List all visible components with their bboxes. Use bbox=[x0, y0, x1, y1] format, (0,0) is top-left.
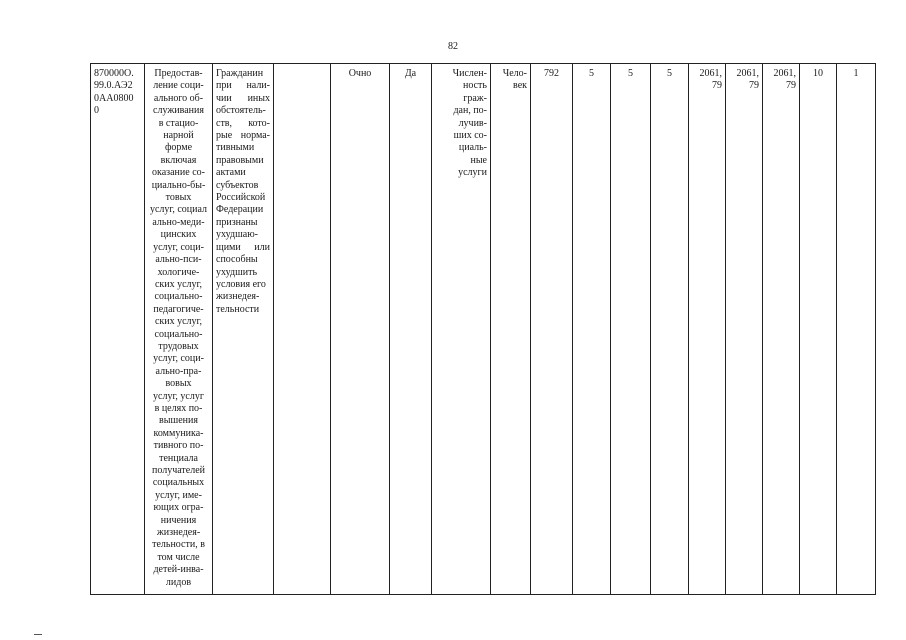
text-line: правовыми bbox=[216, 154, 264, 166]
text-line: ухудшаю- bbox=[216, 229, 259, 241]
text-line: признаны bbox=[216, 216, 258, 228]
cell-empty bbox=[274, 64, 331, 595]
text-line: 79 bbox=[712, 80, 722, 92]
scan-mark bbox=[34, 634, 42, 635]
text-line: услуги bbox=[458, 167, 487, 179]
text-line: тивного по- bbox=[153, 440, 204, 452]
cell-flag: Да bbox=[390, 64, 432, 595]
text-line: обстоятель- bbox=[216, 105, 266, 117]
text-line: Числен- bbox=[452, 68, 487, 79]
text-line: тивными bbox=[216, 142, 255, 154]
text-line: ально-пси- bbox=[155, 254, 202, 266]
text-line: ских услуг, bbox=[154, 316, 203, 328]
code-line: 0 bbox=[94, 105, 99, 117]
page-number: 82 bbox=[448, 41, 458, 52]
text-line: циаль- bbox=[458, 142, 487, 154]
cell-okei-code: 792 bbox=[531, 64, 573, 595]
text-line: ших со- bbox=[453, 130, 487, 142]
text-line: тельности, в bbox=[152, 539, 205, 551]
text-line: услуг, соци- bbox=[153, 353, 204, 365]
cell-service-description bbox=[145, 64, 213, 595]
text-line: условия его bbox=[216, 278, 266, 290]
text-line: услуг, социал bbox=[149, 204, 208, 216]
cell-price-1 bbox=[689, 64, 726, 595]
text-line: ских услуг, bbox=[154, 278, 203, 290]
text-line: хологиче- bbox=[157, 266, 200, 278]
text-line: товых bbox=[165, 192, 192, 204]
text-line: Гражданин при нали- bbox=[216, 68, 270, 92]
text-line: Федерации bbox=[216, 204, 264, 216]
text-line: лидов bbox=[165, 576, 192, 588]
text-line: ничения bbox=[160, 514, 197, 526]
text-line: форме bbox=[164, 142, 193, 154]
cell-value-3: 5 bbox=[651, 64, 689, 595]
text-line: ухудшить bbox=[216, 266, 258, 278]
text-line: чии иных bbox=[216, 92, 270, 104]
cell-deviation-absolute: 1 bbox=[837, 64, 876, 595]
text-line: актами bbox=[216, 167, 246, 179]
text-line: циально-бы- bbox=[151, 179, 206, 191]
text-line: Чело- bbox=[502, 68, 527, 79]
text-line: услуг, соци- bbox=[153, 241, 204, 253]
service-table bbox=[90, 63, 876, 595]
text-line: ального об- bbox=[153, 92, 204, 104]
text-line: тельности bbox=[216, 303, 260, 315]
text-line: граж- bbox=[463, 92, 487, 104]
cell-value-1: 5 bbox=[573, 64, 611, 595]
text-line: щими или bbox=[216, 241, 270, 253]
text-line: социальных bbox=[152, 477, 205, 489]
text-line: ющих огра- bbox=[153, 502, 204, 514]
text-line: ально-меди- bbox=[152, 216, 205, 228]
text-line: тенциала bbox=[159, 452, 198, 464]
text-line: служивания bbox=[153, 105, 204, 117]
code-line: 870000О. bbox=[94, 68, 134, 79]
text-line: 2061, bbox=[699, 68, 722, 79]
cell-unit bbox=[491, 64, 531, 595]
text-line: вовых bbox=[165, 378, 192, 390]
text-line: Российской bbox=[216, 192, 266, 204]
cell-recipient-category bbox=[213, 64, 274, 595]
text-line: цинских bbox=[160, 229, 197, 241]
table-row bbox=[91, 64, 876, 595]
cell-price-2 bbox=[726, 64, 763, 595]
cell-indicator-name bbox=[432, 64, 491, 595]
text-line: век bbox=[513, 80, 527, 92]
text-line: вышения bbox=[159, 415, 198, 427]
text-line: детей-инва- bbox=[153, 564, 204, 576]
text-line: ность bbox=[463, 80, 487, 92]
cell-deviation-percent: 10 bbox=[800, 64, 837, 595]
text-line: 2061, bbox=[736, 68, 759, 79]
cell-price-3 bbox=[763, 64, 800, 595]
text-line: дан, по- bbox=[453, 105, 487, 117]
text-line: лучив- bbox=[458, 117, 487, 129]
text-line: включая bbox=[160, 154, 197, 166]
text-line: Предостав- bbox=[154, 68, 203, 79]
text-line: способны bbox=[216, 254, 258, 266]
text-line: жизнедея- bbox=[156, 527, 201, 539]
text-line: ление соци- bbox=[153, 80, 204, 92]
text-line: ные bbox=[470, 154, 487, 166]
text-line: услуг, услуг bbox=[153, 390, 204, 402]
text-line: 2061, bbox=[773, 68, 796, 79]
text-line: рые норма- bbox=[216, 130, 270, 142]
text-line: субъектов bbox=[216, 179, 259, 191]
text-line: ств, кото- bbox=[216, 117, 270, 129]
text-line: трудовых bbox=[158, 340, 199, 352]
text-line: жизнедея- bbox=[216, 291, 260, 303]
text-line: педагогиче- bbox=[153, 303, 204, 315]
text-line: услуг, име- bbox=[155, 489, 202, 501]
text-line: получателей bbox=[151, 465, 205, 476]
text-line: оказание со- bbox=[152, 167, 205, 179]
cell-value-2: 5 bbox=[611, 64, 651, 595]
text-line: нарной bbox=[163, 130, 194, 142]
text-line: социально- bbox=[154, 291, 203, 303]
text-line: 79 bbox=[749, 80, 759, 92]
cell-form: Очно bbox=[331, 64, 390, 595]
text-line: в целях по- bbox=[154, 402, 203, 414]
code-line: 99.0.АЭ2 bbox=[94, 80, 133, 92]
text-line: коммуника- bbox=[153, 427, 204, 439]
cell-registry-code bbox=[91, 64, 145, 595]
code-line: 0АА0800 bbox=[94, 92, 134, 104]
text-line: 79 bbox=[786, 80, 796, 92]
text-line: том числе bbox=[157, 551, 200, 563]
text-line: в стацио- bbox=[158, 117, 199, 129]
text-line: социально- bbox=[154, 328, 203, 340]
text-line: ально-пра- bbox=[155, 365, 202, 377]
